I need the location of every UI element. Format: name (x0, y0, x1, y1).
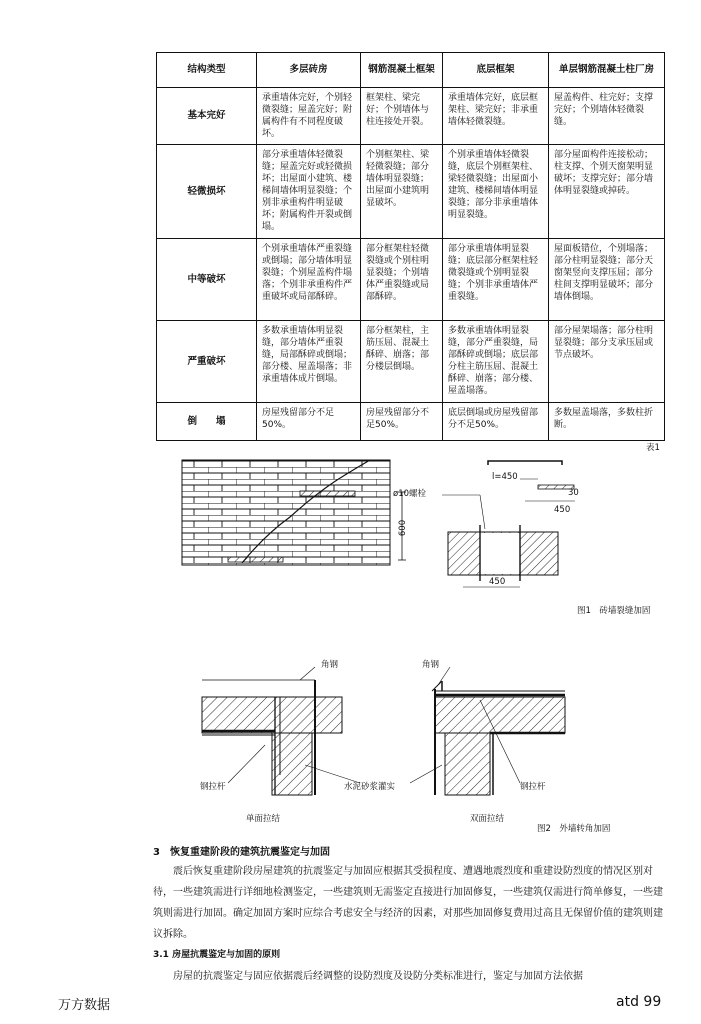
table-header: 结构类型 (157, 53, 257, 88)
table-cell: 部分框架柱轻微裂缝或个别柱明显裂缝；个别墙体严重裂缝或局部酥碎。 (361, 239, 443, 321)
table-row (157, 145, 665, 239)
table-cell: 部分屋面构件连接松动；柱支撑、个别天窗架明显破坏；支撑完好；部分墙体明显裂缝或掉砖。 (549, 145, 665, 239)
table-cell: 屋盖构件、柱完好；支撑完好；个别墙体轻微裂缝。 (549, 88, 665, 145)
bolt-label: ø10螺栓 (393, 489, 427, 499)
row-label: 倒 塌 (157, 403, 257, 441)
table-cell: 多数承重墙体明显裂缝，部分严重裂缝，局部酥碎或倒塌；底层部分柱主筋压屈、混凝土酥碎、崩落；部分楼、屋盖塌落。 (443, 321, 549, 403)
source-watermark: 万方数据 (58, 998, 111, 1013)
paragraph: 震后恢复重建阶段房屋建筑的抗震鉴定与加固应根据其受损程度、遭遇地震烈度和重建设防烈度的情况区别对待，一些建筑需进行详细地检测鉴定，一些建筑则无需鉴定直接进行加固修复，一些建筑仅需进行简单修复，一些建筑则需进行加固。确定加固方案时应综合考虑安全与经济的因素，对那些加固修复费用过高且无保留价值的建筑则建议拆除。 (153, 866, 663, 940)
figure1-brick-wall-crack-reinforcement (180, 455, 580, 595)
table-header-row (157, 53, 665, 88)
angle-steel-label: 角钢 (321, 660, 339, 670)
section-heading: 3 恢复重建阶段的建筑抗震鉴定与加固 (153, 847, 330, 858)
table-caption: 表1 (646, 443, 660, 453)
table-cell: 多数承重墙体明显裂缝，部分墙体严重裂缝，局部酥碎或倒塌；部分楼、屋盖塌落；非承重墙体成片倒塌。 (257, 321, 361, 403)
table-cell: 个别承重墙体严重裂缝或倒塌；部分墙体明显裂缝；个别屋盖构件塌落；个别非承重构件严重破坏或局部酥碎。 (257, 239, 361, 321)
paragraph: 房屋的抗震鉴定与固应依据震后经调整的设防烈度及设防分类标准进行，鉴定与加固方法依据 (173, 971, 583, 982)
table-cell: 房屋残留部分不足50%。 (257, 403, 361, 441)
table-row (157, 403, 665, 441)
table-header: 底层框架 (443, 53, 549, 88)
table-cell: 部分屋架塌落；部分柱明显裂缝；部分支承压屈或节点破坏。 (549, 321, 665, 403)
steel-tie-rod-label: 钢拉杆 (200, 782, 226, 792)
table-cell: 承重墙体完好，底层框架柱、梁完好；非承重墙体轻微裂缝。 (443, 88, 549, 145)
table-cell: 屋面板错位，个别塌落；部分柱明显裂缝；部分天窗架竖向支撑压屈；部分柱间支撑明显破坏；部分墙体倒塌。 (549, 239, 665, 321)
subsection-heading: 3.1 房屋抗震鉴定与加固的原则 (153, 950, 281, 960)
table-cell: 个别承重墙体轻微裂缝，底层个别框架柱、梁轻微裂缝；出屋面小建筑、楼梯间墙体明显裂缝；部分非承重墙体明显裂缝。 (443, 145, 549, 239)
single-sided-label: 单面拉结 (246, 814, 281, 824)
row-label: 严重破坏 (157, 321, 257, 403)
table-cell: 房屋残留部分不足50%。 (361, 403, 443, 441)
double-sided-label: 双面拉结 (470, 814, 505, 824)
figure2-caption: 图2 外墙转角加固 (537, 824, 611, 834)
dimension-label: 450 (554, 505, 571, 515)
page-number: atd 99 (616, 994, 662, 1010)
table-cell: 多数屋盖塌落，多数柱折断。 (549, 403, 665, 441)
table-cell: 部分承重墙体轻微裂缝；屋盖完好或轻微损坏；出屋面小建筑、楼梯间墙体明显裂缝；个别非承重构件明显破坏；附属构件开裂或倒塌。 (257, 145, 361, 239)
table-cell: 个别框架柱、梁轻微裂缝；部分墙体明显裂缝；出屋面小建筑明显破坏。 (361, 145, 443, 239)
row-label: 基本完好 (157, 88, 257, 145)
steel-tie-rod-label: 钢拉杆 (520, 782, 546, 792)
table-cell: 部分框架柱，主筋压屈、混凝土酥碎、崩落；部分楼层倒塌。 (361, 321, 443, 403)
table-header: 多层砖房 (257, 53, 361, 88)
table-cell: 底层倒塌或房屋残留部分不足50%。 (443, 403, 549, 441)
table-cell: 部分承重墙体明显裂缝；底层部分框架柱轻微裂缝或个别明显裂缝；个别非承重墙体严重裂缝。 (443, 239, 549, 321)
table-row (157, 88, 665, 145)
table-row (157, 239, 665, 321)
angle-steel-label: 角钢 (422, 660, 440, 670)
figure1-caption: 图1 砖墙裂缝加固 (577, 606, 651, 616)
dimension-label: 450 (489, 577, 506, 587)
dimension-label: 600 (398, 519, 409, 537)
dimension-label: 30 (568, 488, 579, 498)
figure2-exterior-wall-corner-reinforcement (180, 655, 580, 800)
table-cell: 框架柱、梁完好；个别墙体与柱连接处开裂。 (361, 88, 443, 145)
table-header: 钢筋混凝土框架 (361, 53, 443, 88)
table-header: 单层钢筋混凝土柱厂房 (549, 53, 665, 88)
length-label: l=450 (492, 472, 518, 482)
table-row (157, 321, 665, 403)
table-cell: 承重墙体完好，个别轻微裂缝；屋盖完好；附属构件有不同程度破坏。 (257, 88, 361, 145)
row-label: 中等破坏 (157, 239, 257, 321)
grout-label: 水泥砂浆灌实 (344, 782, 396, 792)
damage-classification-table (156, 52, 665, 441)
row-label: 轻微损坏 (157, 145, 257, 239)
